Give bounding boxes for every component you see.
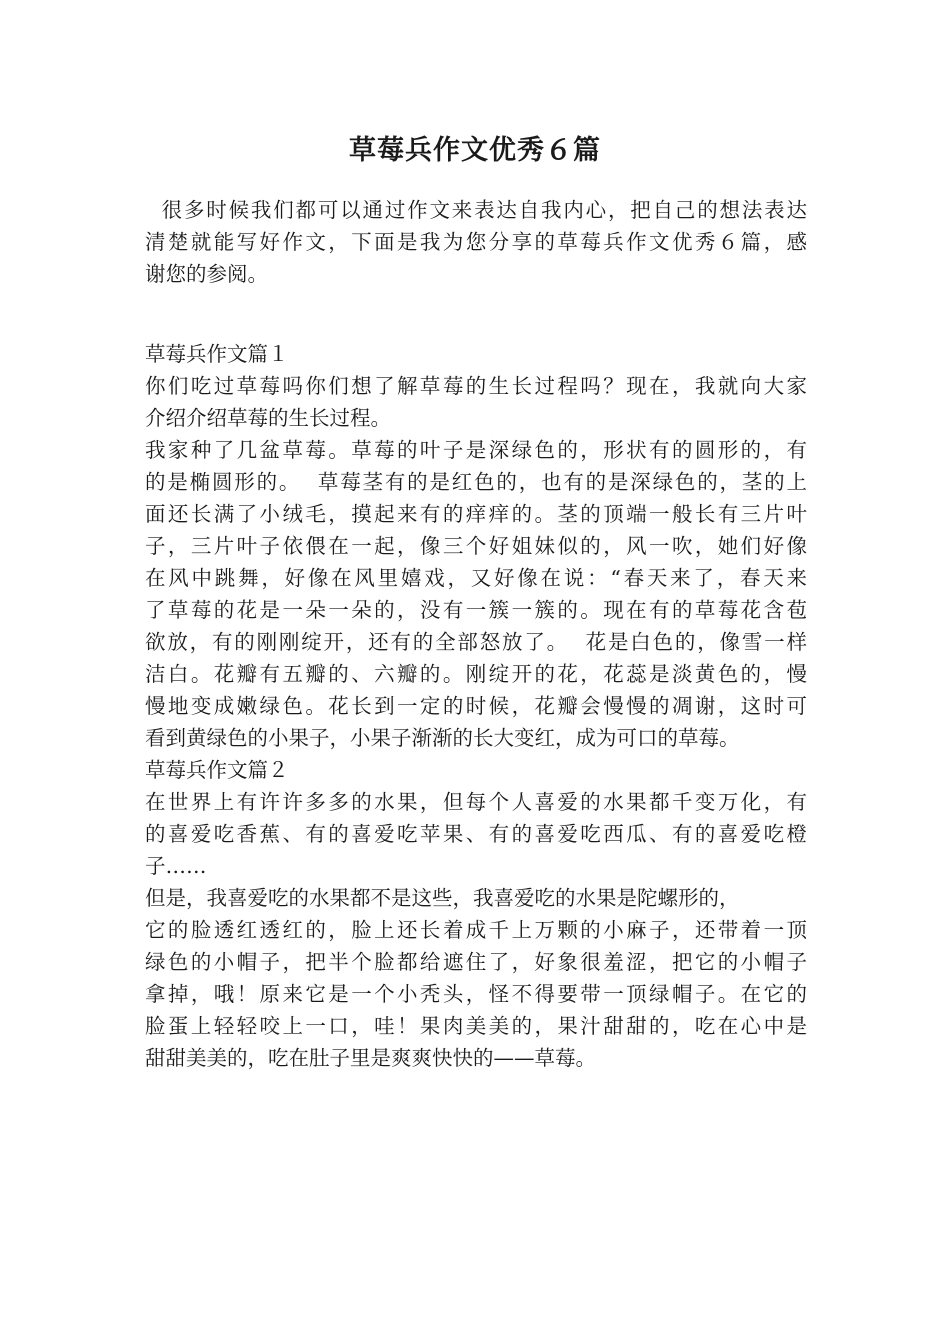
body-line: 子，三片叶子依偎在一起，像三个好姐妹似的，风一吹，她们好像 — [145, 534, 807, 558]
body-line: 看到黄绿色的小果子，小果子渐渐的长大变红，成为可口的草莓。 — [145, 726, 740, 750]
body-line: 你们吃过草莓吗你们想了解草莓的生长过程吗？现在，我就向大家 — [145, 374, 807, 398]
body-line: 慢地变成嫩绿色。花长到一定的时候，花瓣会慢慢的凋谢，这时可 — [145, 694, 807, 718]
document-title: 草莓兵作文优秀６篇 — [349, 135, 601, 166]
body-line: 在风中跳舞，好像在风里嬉戏，又好像在说：“春天来了，春天来 — [145, 566, 807, 590]
body-line: 洁白。花瓣有五瓣的、六瓣的。刚绽开的花，花蕊是淡黄色的，慢 — [145, 662, 807, 686]
section-heading: 草莓兵作文篇１ — [145, 342, 289, 366]
intro-line: 很多时候我们都可以通过作文来表达自我内心，把自己的想法表达 — [145, 198, 807, 222]
body-line: 面还长满了小绒毛，摸起来有的痒痒的。茎的顶端一般长有三片叶 — [145, 502, 807, 526]
body-line: 的是椭圆形的。 草莓茎有的是红色的，也有的是深绿色的，茎的上 — [145, 470, 807, 494]
body-line: 在世界上有许许多多的水果，但每个人喜爱的水果都千变万化，有 — [145, 790, 807, 814]
body-line: 甜甜美美的，吃在肚子里是爽爽快快的——草莓。 — [145, 1046, 596, 1070]
section-heading: 草莓兵作文篇２ — [145, 758, 289, 782]
body-line: 欲放，有的刚刚绽开，还有的全部怒放了。 花是白色的，像雪一样 — [145, 630, 807, 654]
body-line: 的喜爱吃香蕉、有的喜爱吃苹果、有的喜爱吃西瓜、有的喜爱吃橙 — [145, 822, 807, 846]
document-body — [145, 194, 807, 1074]
body-line: 子…… — [145, 854, 207, 878]
intro-line: 清楚就能写好作文，下面是我为您分享的草莓兵作文优秀６篇，感 — [145, 230, 807, 254]
body-line: 介绍介绍草莓的生长过程。 — [145, 406, 391, 430]
body-line: 但是，我喜爱吃的水果都不是这些，我喜爱吃的水果是陀螺形的， — [145, 886, 740, 910]
body-line: 了草莓的花是一朵一朵的，没有一簇一簇的。现在有的草莓花含苞 — [145, 598, 807, 622]
body-line: 它的脸透红透红的，脸上还长着成千上万颗的小麻子，还带着一顶 — [145, 918, 807, 942]
paragraph-gap — [145, 290, 807, 338]
body-line: 绿色的小帽子，把半个脸都给遮住了，好象很羞涩，把它的小帽子 — [145, 950, 807, 974]
intro-line: 谢您的参阅。 — [145, 262, 268, 286]
body-line: 我家种了几盆草莓。草莓的叶子是深绿色的，形状有的圆形的，有 — [145, 438, 807, 462]
body-line: 脸蛋上轻轻咬上一口，哇！果肉美美的，果汁甜甜的，吃在心中是 — [145, 1014, 807, 1038]
body-line: 拿掉，哦！原来它是一个小秃头，怪不得要带一顶绿帽子。在它的 — [145, 982, 807, 1006]
